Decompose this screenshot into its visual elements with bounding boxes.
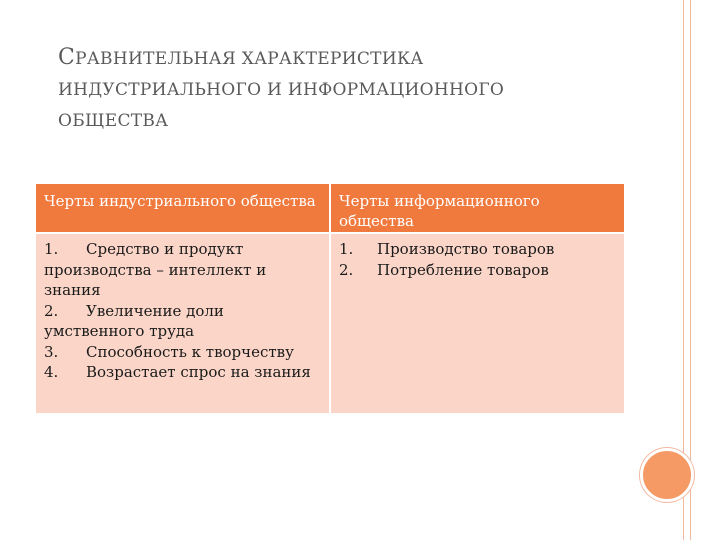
title-line-2: ИНДУСТРИАЛЬНОГО И ИНФОРМАЦИОННОГО <box>58 80 505 100</box>
item-number: 4. <box>44 363 59 381</box>
title-line-3: ОБЩЕСТВА <box>58 111 169 131</box>
header-information: Черты информационного общества <box>330 184 624 233</box>
industrial-traits-cell <box>36 233 330 413</box>
list-item <box>44 301 323 322</box>
header-industrial: Черты индустриального общества <box>36 184 330 233</box>
item-text: Средство и продукт <box>86 240 244 258</box>
item-number: 2. <box>44 301 59 320</box>
decor-circle <box>640 448 694 502</box>
item-text: Увеличение доли <box>86 301 224 320</box>
title-line-1 <box>58 42 658 75</box>
list-item <box>339 260 618 281</box>
item-number: 3. <box>44 342 59 361</box>
title-initial: С <box>58 45 76 70</box>
decor-line-right <box>690 0 691 540</box>
table-header-row <box>36 184 624 233</box>
list-item <box>44 239 323 260</box>
list-item-continuation: умственного труда <box>44 322 195 340</box>
item-text: Возрастает спрос на знания <box>86 363 311 381</box>
list-item <box>44 342 323 363</box>
item-text: Производство товаров <box>377 240 555 258</box>
list-item-continuation: знания <box>44 281 101 299</box>
item-number: 1. <box>339 240 354 258</box>
slide-title <box>58 42 658 137</box>
list-item-continuation: производства – интеллект и <box>44 260 267 279</box>
list-item <box>339 239 618 260</box>
table-row <box>36 233 624 413</box>
information-traits-cell <box>330 233 624 413</box>
item-text: Способность к творчеству <box>86 342 294 361</box>
item-number: 2. <box>339 260 354 279</box>
list-item <box>44 362 323 383</box>
item-number: 1. <box>44 240 59 258</box>
title-line-1-rest: РАВНИТЕЛЬНАЯ ХАРАКТЕРИСТИКА <box>75 49 424 69</box>
item-text: Потребление товаров <box>377 260 549 279</box>
comparison-table <box>36 184 624 413</box>
